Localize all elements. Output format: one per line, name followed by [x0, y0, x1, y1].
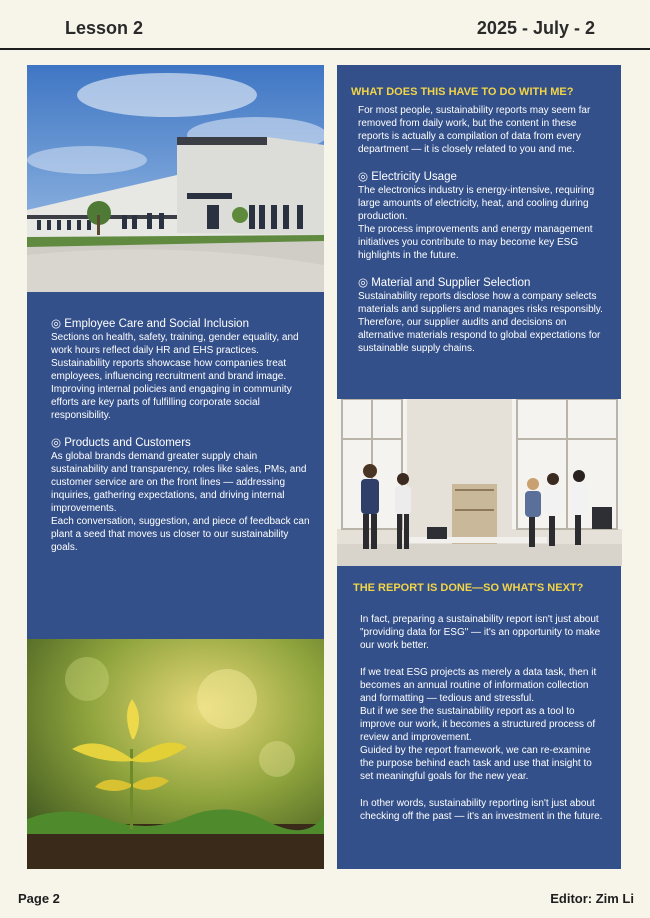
page-number: Page 2: [18, 891, 60, 906]
products-customers-body: As global brands demand greater supply chain sustainability and transparency, roles like sales, PMs, and customer service are on the front lines — addressing inquiries, gathering expectations, and driving internal improvements. Each conversation, suggestion, and piece of feedback can plant a seed that moves us closer to our sustainability goals.: [51, 451, 310, 553]
seedling-photo: [27, 639, 324, 869]
electricity-title: ◎ Electricity Usage: [358, 171, 457, 183]
page-header: [0, 0, 650, 50]
material-body: Sustainability reports disclose how a company selects materials and suppliers and manages risks responsibly. Therefore, our supplier audits and decisions on alternative materials respond to global expectations for sustainable supply chains.: [358, 291, 603, 354]
whats-next-heading: THE REPORT IS DONE—SO WHAT'S NEXT?: [353, 582, 584, 594]
electricity-body: The electronics industry is energy-intensive, requiring large amounts of electricity, heat, and cooling during production. The process improvements and energy management initiatives you contribute to may become key ESG highlights in the future.: [358, 185, 595, 261]
whats-next-paragraph-1: In fact, preparing a sustainability report isn't just about "providing data for ESG" — it's an opportunity to make our work better.: [360, 614, 601, 651]
right-top-panel: [337, 65, 621, 399]
products-customers-title: ◎ Products and Customers: [51, 437, 191, 449]
whats-next-paragraph-2: If we treat ESG projects as merely a data task, then it becomes an annual routine of information collection and formatting — tedious and stressful. But if we see the sustainability report as a tool to improve our work, it becomes a structured process of review and improvement. Guided by the report framework, we can re-examine the purpose behind each task and use that insight to set meaningful goals for the new year.: [360, 667, 597, 782]
issue-date: 2025 - July - 2: [476, 18, 595, 38]
left-text-panel: [27, 292, 324, 639]
whats-next-paragraph-3: In other words, sustainability reporting isn't just about checking off the past — it's an investment in the future.: [360, 798, 603, 822]
right-bottom-panel: [337, 566, 621, 869]
employee-care-body: Sections on health, safety, training, gender equality, and work hours reflect daily HR and EHS practices. Sustainability reports showcase how companies treat employees, influencing recruitment and brand image. Improving internal policies and engaging in community efforts are key parts of fulfilling corporate social responsibility.: [51, 332, 299, 421]
what-to-do-heading: WHAT DOES THIS HAVE TO DO WITH ME?: [351, 86, 574, 98]
intro-text: For most people, sustainability reports may seem far removed from daily work, but the content in these reports is actually a compilation of data from every department — it is closely related to you and me.: [358, 105, 591, 155]
lesson-title: Lesson 2: [65, 18, 144, 38]
employee-care-title: ◎ Employee Care and Social Inclusion: [51, 318, 249, 330]
editor-credit: Editor: Zim Li: [550, 891, 634, 906]
material-title: ◎ Material and Supplier Selection: [358, 277, 531, 289]
office-meeting-photo: [337, 399, 622, 566]
warehouse-photo: [27, 65, 324, 292]
